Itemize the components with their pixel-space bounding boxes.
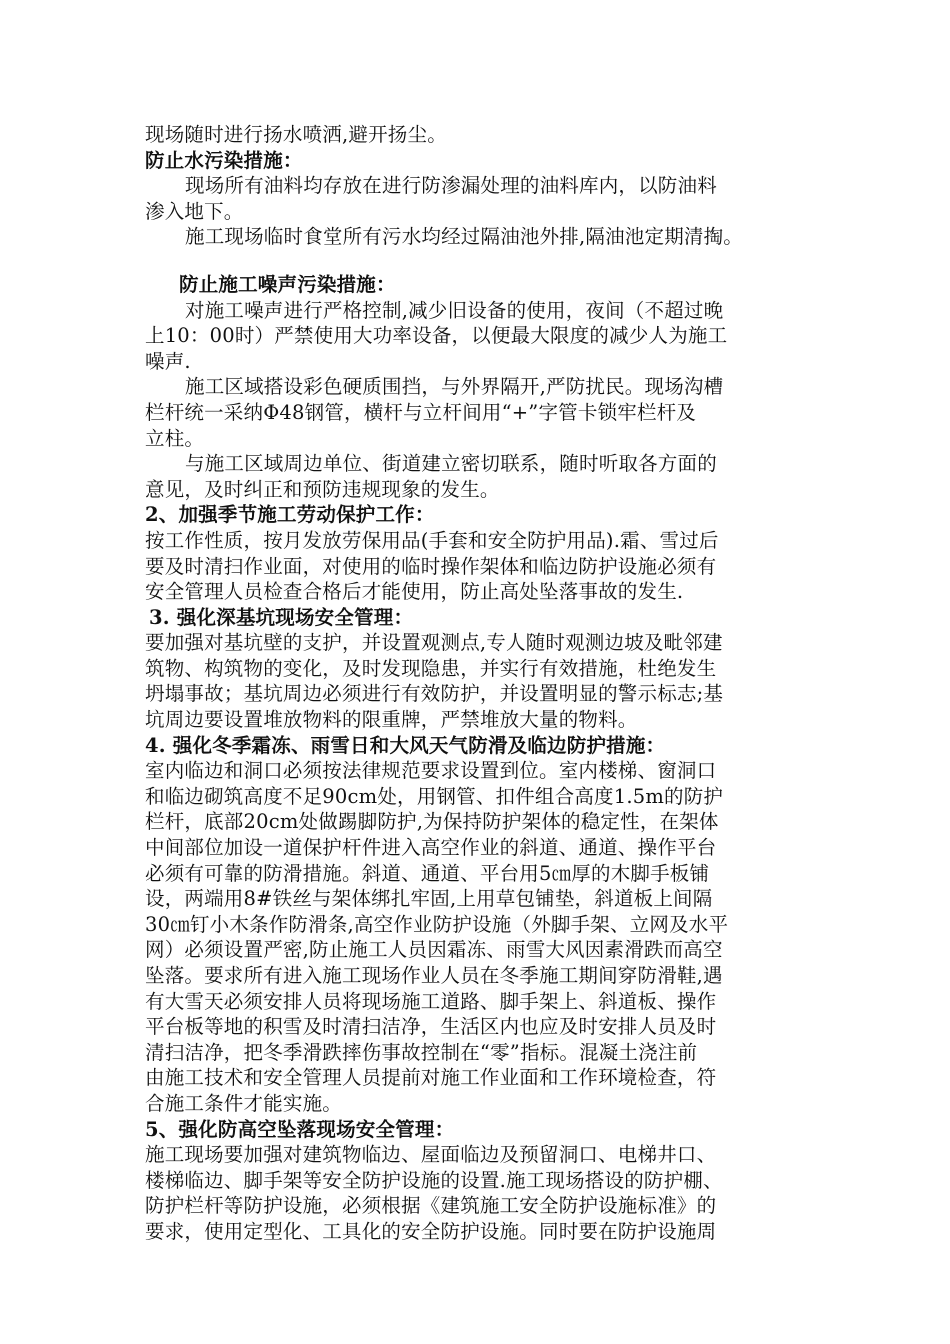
section-heading-water: 防止水污染措施：	[145, 148, 303, 172]
text-line: 筑物、构筑物的变化，及时发现隐患，并实行有效措施，杜绝发生	[145, 656, 717, 680]
text-line: 现场随时进行扬水喷洒,避开扬尘。	[145, 123, 447, 146]
text-line: 要加强对基坑壁的支护，并设置观测点,专人随时观测边坡及毗邻建	[145, 631, 723, 655]
section-heading-5: 5、强化防高空坠落现场安全管理：	[145, 1117, 455, 1141]
text-line: 要及时清扫作业面，对使用的临时操作架体和临边防护设施必须有	[145, 554, 717, 578]
text-line: 栏杆统一采纳Φ48钢管，横杆与立杆间用“+”字管卡锁牢栏杆及	[145, 400, 697, 424]
text-line: 噪声.	[145, 349, 191, 373]
text-line: 施工区域搭设彩色硬质围挡，与外界隔开,严防扰民。现场沟槽	[185, 375, 724, 399]
text-line: 与施工区域周边单位、街道建立密切联系，随时听取各方面的	[185, 452, 717, 476]
text-line: 坑周边要设置堆放物料的限重牌，严禁堆放大量的物料。	[145, 708, 638, 732]
text-line: 网）必须设置严密,防止施工人员因霜冻、雨雪大风因素滑跌而高空	[145, 938, 723, 962]
text-line: 清扫洁净，把冬季滑跌摔伤事故控制在“零”指标。混凝土浇注前	[145, 1040, 698, 1064]
section-heading-4: 4. 强化冬季霜冻、雨雪日和大风天气防滑及临边防护措施：	[145, 733, 666, 757]
text-line: 室内临边和洞口必须按法律规范要求设置到位。室内楼梯、窗洞口	[145, 759, 717, 783]
text-line: 有大雪天必须安排人员将现场施工道路、脚手架上、斜道板、操作	[145, 989, 717, 1013]
document-body	[145, 122, 825, 1245]
text-line: 要求，使用定型化、工具化的安全防护设施。同时要在防护设施周	[145, 1219, 717, 1243]
text-line: 立柱。	[145, 426, 205, 450]
text-line: 由施工技术和安全管理人员提前对施工作业面和工作环境检查，符	[145, 1066, 717, 1090]
text-line: 30㎝钉小木条作防滑条,高空作业防护设施（外脚手架、立网及水平	[145, 912, 729, 936]
section-heading-noise: 防止施工噪声污染措施：	[179, 272, 396, 296]
text-line: 和临边砌筑高度不足90cm处，用钢管、扣件组合高度1.5m的防护	[145, 784, 724, 808]
text-line: 楼梯临边、脚手架等安全防护设施的设置.施工现场搭设的防护棚、	[145, 1168, 723, 1192]
text-line: 现场所有油料均存放在进行防渗漏处理的油料库内，以防油料	[185, 174, 717, 198]
section-heading-2: 2、加强季节施工劳动保护工作：	[145, 503, 435, 527]
text-line: 对施工噪声进行严格控制,减少旧设备的使用，夜间（不超过晚	[185, 298, 724, 322]
text-line: 渗入地下。	[145, 199, 244, 223]
text-line: 安全管理人员检查合格后才能使用，防止高处坠落事故的发生.	[145, 580, 684, 604]
text-line: 按工作性质，按月发放劳保用品(手套和安全防护用品).霜、雪过后	[145, 528, 719, 552]
text-line: 上10：00时）严禁使用大功率设备，以便最大限度的减少人为施工	[145, 324, 728, 348]
text-line: 平台板等地的积雪及时清扫洁净，生活区内也应及时安排人员及时	[145, 1015, 717, 1039]
text-line: 施工现场要加强对建筑物临边、屋面临边及预留洞口、电梯井口、	[145, 1143, 717, 1167]
text-line: 坠落。要求所有进入施工现场作业人员在冬季施工期间穿防滑鞋,遇	[145, 964, 723, 987]
text-line: 设，两端用8#铁丝与架体绑扎牢固,上用草包铺垫，斜道板上间隔	[145, 887, 713, 911]
text-line: 合施工条件才能实施。	[145, 1091, 343, 1115]
text-line: 坍塌事故；基坑周边必须进行有效防护，并设置明显的警示标志;基	[145, 682, 724, 706]
text-line: 意见，及时纠正和预防违规现象的发生。	[145, 477, 500, 501]
text-line: 中间部位加设一道保护杆件进入高空作业的斜道、通道、操作平台	[145, 836, 717, 860]
section-heading-3: 3. 强化深基坑现场安全管理：	[149, 605, 414, 629]
text-line: 必须有可靠的防滑措施。斜道、通道、平台用5㎝厚的木脚手板铺	[145, 861, 710, 885]
blank-spacer	[145, 250, 825, 272]
text-line: 施工现场临时食堂所有污水均经过隔油池外排,隔油池定期清掏。	[185, 225, 743, 249]
text-line: 防护栏杆等防护设施，必须根据《建筑施工安全防护设施标准》的	[145, 1194, 717, 1218]
text-line: 栏杆，底部20cm处做踢脚防护,为保持防护架体的稳定性，在架体	[145, 810, 719, 834]
